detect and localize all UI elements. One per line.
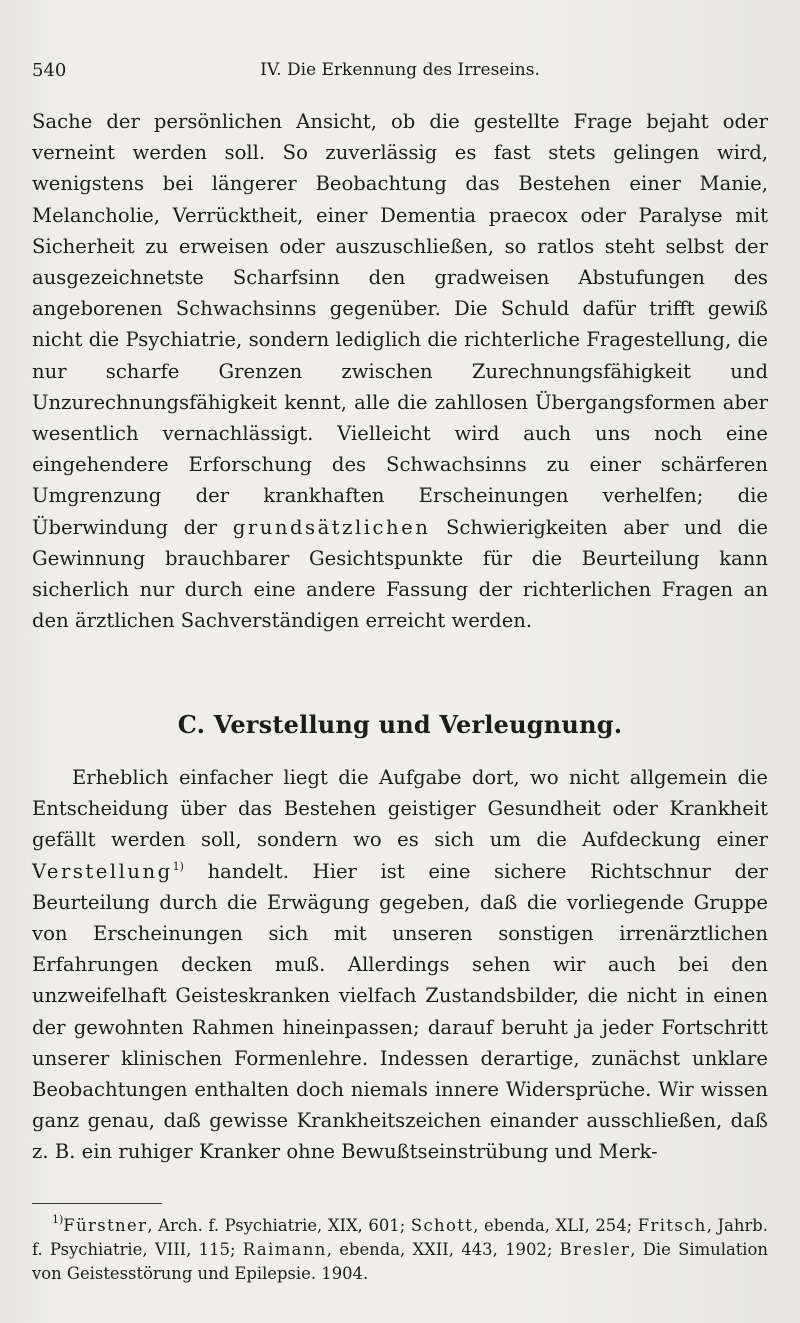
footnote-author: Fritsch [637, 1216, 707, 1235]
footnote-mark: 1) [52, 1213, 64, 1226]
paragraph-text-end: Schwierigkeiten aber und die Gewinnung brauchbarer Gesichtspunkte für die Beurteilung kann sicherlich nur durch eine andere Fassung der richterlichen Fragen an den ärztlichen Sachverständigen erreicht werden. [32, 515, 768, 633]
footnote-divider [32, 1203, 162, 1204]
footnote-author: Bresler [559, 1240, 631, 1259]
footnote-reference-text: , Arch. f. Psychiatrie, XIX, 601; [147, 1216, 411, 1235]
footnote [32, 1214, 768, 1286]
paragraph-text-end: handelt. Hier ist eine sichere Richtschnur der Beurteilung durch die Erwägung gegeben, daß die vorliegende Gruppe von Erscheinungen sich mit unseren sonstigen irrenärztlichen Erfahrungen decken muß. Allerdings sehen wir auch bei den unzweifelhaft Geisteskranken vielfach Zustandsbilder, die nicht in einen der gewohnten Rahmen hineinpassen; darauf beruht ja jeder Fortschritt unserer klinischen Formenlehre. Indessen derartige, zunächst unklare Beobachtungen enthalten doch niemals innere Widersprüche. Wir wissen ganz genau, daß gewisse Krankheitszeichen einander ausschließen, daß z. B. ein ruhiger Kranker ohne Bewußtseinstrübung und Merk- [32, 859, 768, 1164]
footnote-reference[interactable]: 1) [172, 859, 184, 873]
paragraph-text: Erheblich einfacher liegt die Aufgabe dort, wo nicht allgemein die Entscheidung über das Bestehen geistiger Gesundheit oder Krankheit gefällt werden soll, sondern wo es sich um die Aufdeckung einer [32, 766, 768, 852]
footnote-author: Schott [410, 1216, 474, 1235]
paragraph-section-intro [32, 762, 768, 1168]
footnote-reference-text: , Jahrb. f. Psychiatrie, VIII, 115; [32, 1216, 768, 1259]
paragraph-continuation [32, 106, 768, 636]
footnote-author: Fürstner [63, 1216, 148, 1235]
paragraph-text: Sache der persönlichen Ansicht, ob die gestellte Frage bejaht oder verneint werden soll. So zuverlässig es fast stets gelingen wird, wenigstens bei längerer Beobachtung das Bestehen einer Manie, Melancholie, Verrücktheit, einer Dementia praecox oder Paralyse mit Sicherheit zu erweisen oder auszuschließen, so ratlos steht selbst der ausgezeichnetste Scharfsinn den gradweisen Abstufungen des angeborenen Schwachsinns gegenüber. Die Schuld dafür trifft gewiß nicht die Psychiatrie, sondern lediglich die richterliche Fragestellung, die nur scharfe Grenzen zwischen Zurechnungsfähigkeit und Unzurechnungsfähigkeit kennt, alle die zahllosen Übergangsformen aber wesentlich vernachlässigt. Vielleicht wird auch uns noch eine eingehendere Erforschung des Schwachsinns zu einer schärferen Umgrenzung der krankhaften Erscheinungen verhelfen; die Überwindung der [32, 110, 768, 539]
running-title: IV. Die Erkennung des Irreseins. [260, 60, 540, 80]
section-heading: C. Verstellung und Verleugnung. [177, 710, 623, 739]
page-header [32, 60, 768, 88]
footnote-author: Raimann [242, 1240, 327, 1259]
footnote-reference-text: , ebenda, XLI, 254; [473, 1216, 638, 1235]
page-number: 540 [32, 60, 67, 81]
footnote-reference-text: , Die Simulation von Geistesstörung und Epilepsie. 1904. [32, 1240, 768, 1283]
footnote-reference-text: , ebenda, XXII, 443, 1902; [326, 1240, 560, 1259]
emphasized-term: Verstellung [32, 859, 173, 883]
emphasized-term: grundsätzlichen [232, 515, 431, 539]
